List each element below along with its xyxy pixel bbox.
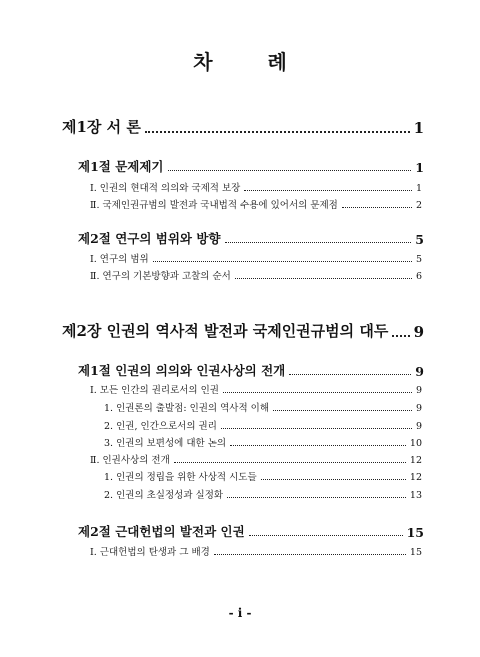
- toc-entry-subsection: [90, 382, 422, 396]
- dot-leader: [273, 409, 412, 411]
- toc-entry-label: Ⅰ. 인권의 현대적 의의와 국제적 보장: [90, 183, 241, 194]
- toc-entry-page: 15: [406, 525, 424, 540]
- toc-entry-label: Ⅰ. 연구의 범위: [90, 254, 149, 265]
- toc-entry-page: 9: [413, 323, 424, 341]
- toc-entry-label: Ⅰ. 근대헌법의 탄생과 그 배경: [90, 547, 210, 558]
- toc-entry-page: 2: [415, 200, 422, 211]
- toc-entry-subsection: [90, 180, 422, 194]
- dot-leader: [249, 534, 403, 536]
- toc-entry-subsection: [90, 268, 422, 282]
- dot-leader: [261, 478, 406, 480]
- toc-entry-page: 5: [415, 254, 422, 265]
- toc-entry-page: 9: [415, 403, 422, 414]
- page-number: - i -: [228, 606, 252, 620]
- toc-entry-label: 1. 인권론의 출발점: 인권의 역사적 이해: [104, 403, 270, 414]
- dot-leader: [230, 444, 406, 446]
- dot-leader: [227, 496, 406, 498]
- toc-entry-label: 제1장 서 론: [62, 118, 141, 136]
- toc-entry-label: Ⅱ. 인권사상의 전개: [90, 455, 170, 466]
- toc-entry-page: 6: [415, 271, 422, 282]
- toc-entry-page: 13: [409, 490, 422, 501]
- dot-leader: [223, 391, 412, 393]
- toc-entry-label: 제1절 문제제기: [78, 159, 164, 174]
- toc-entry-label: 제2장 인권의 역사적 발전과 국제인권규범의 대두: [62, 322, 389, 340]
- toc-entry-item: [104, 469, 422, 483]
- toc-entry-page: 12: [409, 472, 422, 483]
- toc-entry-label: 제2절 근대헌법의 발전과 인권: [78, 524, 245, 539]
- toc-entry-subsection: [90, 251, 422, 265]
- toc-entry-page: 12: [409, 455, 422, 466]
- toc-entry-chapter-1: [62, 116, 424, 137]
- toc-entry-section: [78, 522, 424, 540]
- dot-leader: [168, 169, 412, 171]
- toc-entry-label: Ⅱ. 연구의 기본방향과 고찰의 순서: [90, 271, 231, 282]
- toc-entry-item: [104, 400, 422, 414]
- toc-entry-label: Ⅰ. 모든 인간의 권리로서의 인권: [90, 385, 219, 396]
- toc-entry-section: [78, 229, 424, 247]
- toc-entry-label: 1. 인권의 정립을 위한 사상적 시도들: [104, 472, 257, 483]
- toc-entry-item: [104, 435, 422, 449]
- dot-leader: [174, 461, 406, 463]
- toc-entry-label: 제2절 연구의 범위와 방향: [78, 231, 221, 246]
- dot-leader: [153, 260, 412, 262]
- dot-leader: [221, 427, 412, 429]
- dot-leader: [289, 373, 411, 375]
- toc-entry-item: [104, 418, 422, 432]
- toc-entry-label: 2. 인권, 인간으로서의 권리: [104, 421, 217, 432]
- toc-entry-label: 제1절 인권의 의의와 인권사상의 전개: [78, 363, 286, 378]
- toc-entry-page: 15: [409, 547, 422, 558]
- toc-entry-page: 1: [415, 183, 422, 194]
- toc-entry-page: 9: [415, 385, 422, 396]
- toc-entry-section: [78, 361, 424, 379]
- toc-entry-page: 9: [415, 421, 422, 432]
- toc-entry-section: [78, 157, 424, 175]
- toc-entry-page: 1: [415, 160, 424, 175]
- dot-leader: [392, 334, 409, 337]
- toc-entry-item: [104, 487, 422, 501]
- dot-leader: [235, 277, 412, 279]
- toc-entry-subsection: [90, 452, 422, 466]
- dot-leader: [225, 241, 412, 243]
- toc-entry-page: 10: [409, 438, 422, 449]
- toc-entry-chapter-2: [62, 320, 424, 341]
- dot-leader: [214, 553, 406, 555]
- toc-entry-subsection: [90, 197, 422, 211]
- toc-entry-label: 3. 인권의 보편성에 대한 논의: [104, 438, 227, 449]
- toc-entry-subsection: [90, 544, 422, 558]
- toc-entry-label: Ⅱ. 국제인권규범의 발전과 국내법적 수용에 있어서의 문제점: [90, 200, 338, 211]
- toc-heading: 차 례: [193, 50, 311, 74]
- toc-entry-page: 9: [415, 364, 424, 379]
- toc-entry-page: 5: [415, 232, 424, 247]
- dot-leader: [244, 189, 412, 191]
- dot-leader: [145, 130, 410, 133]
- toc-entry-label: 2. 인권의 초실정성과 실정화: [104, 490, 224, 501]
- dot-leader: [342, 206, 412, 208]
- toc-entry-page: 1: [413, 119, 424, 137]
